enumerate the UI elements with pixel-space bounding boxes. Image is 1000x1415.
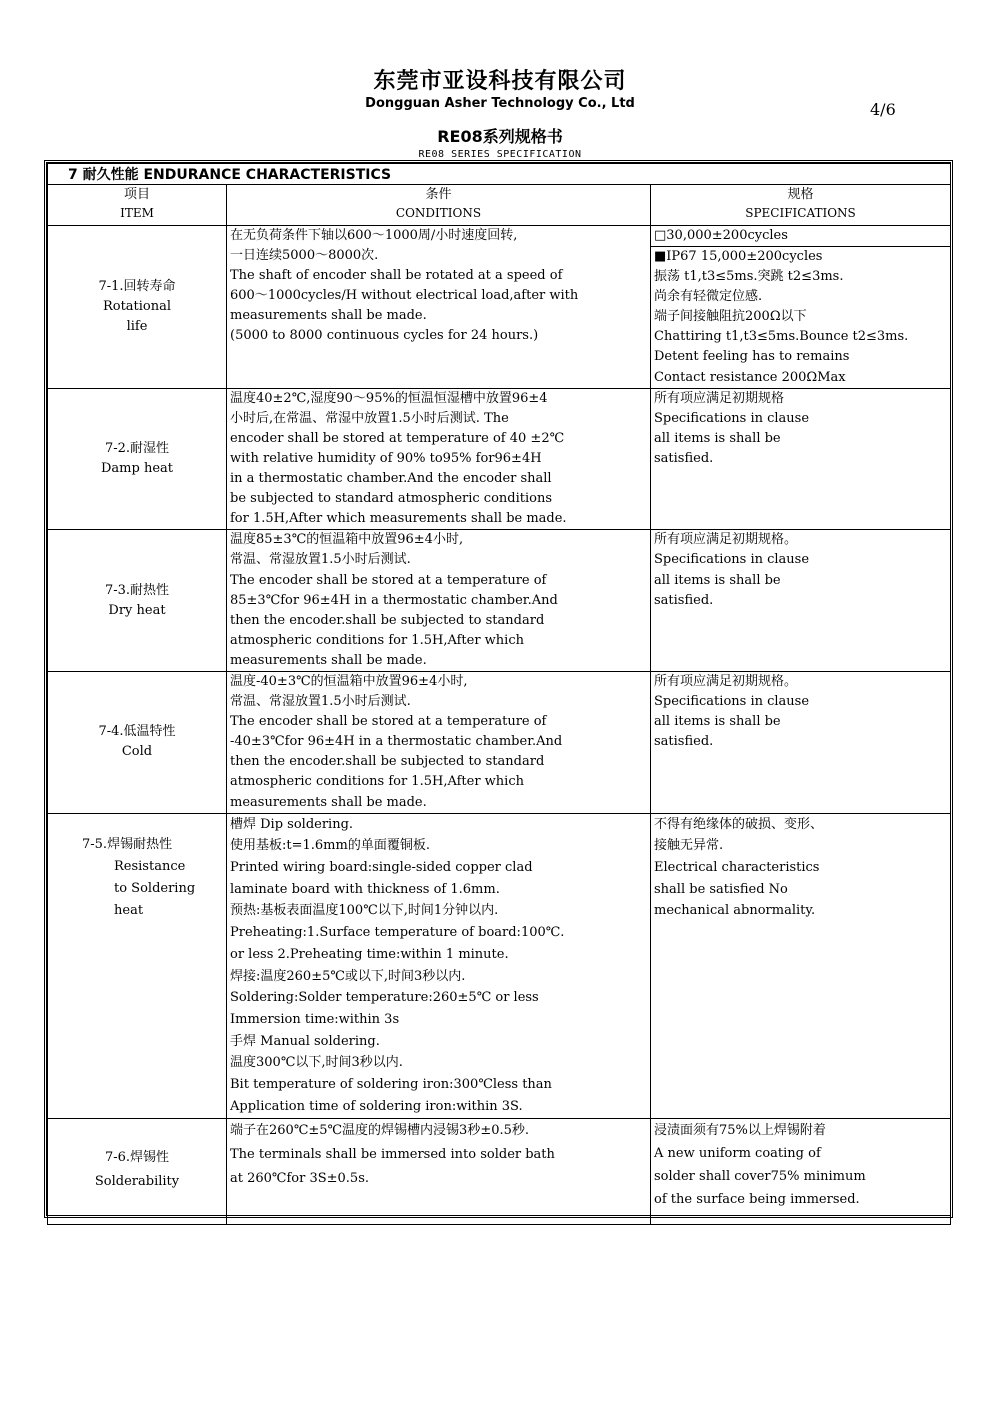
conditions-cell: 在无负荷条件下轴以600～1000周/小时速度回转, 一日连续5000～8000次. The shaft of encoder shall be rotated at a speed of 600～1000cycles/H without electrical load,after with measurements shall be made. (5000 to 8000 continuous cycles for 24 hours.): [227, 226, 651, 389]
conditions-cell: 温度-40±3℃的恒温箱中放置96±4小时, 常温、常湿放置1.5小时后测试. The encoder shall be stored at a temperature of -40±3℃for 96±4H in a thermostatic chamber.And then the encoder.shall be subjected to standard atmospheric conditions for 1.5H,After which measurements shall be made.: [227, 671, 651, 813]
specifications-cell: 不得有绝缘体的破损、变形、 接触无异常. Electrical characteristics shall be satisfied No mechanical abnormality.: [651, 813, 951, 1118]
column-header-conditions: 条件 CONDITIONS: [227, 185, 651, 226]
specifications-cell: 浸渍面须有75%以上焊锡附着 A new uniform coating of solder shall cover75% minimum of the surface being immersed.: [651, 1118, 951, 1224]
conditions-cell: 温度40±2℃,湿度90～95%的恒温恒湿槽中放置96±4 小时后,在常温、常湿中放置1.5小时后测试. The encoder shall be stored at temperature of 40 ±2℃ with relative humidity of 90% to95% for96±4H in a thermostatic chamber.And the encoder shall be subjected to standard atmospheric conditions for 1.5H,After which measurements shall be made.: [227, 388, 651, 530]
company-name-en: Dongguan Asher Technology Co., Ltd: [365, 96, 635, 111]
specifications-cell: 所有项应满足初期规格。 Specifications in clause all items is shall be satisfied.: [651, 530, 951, 672]
section-heading: 7 耐久性能 ENDURANCE CHARACTERISTICS: [48, 164, 951, 185]
conditions-cell: 温度85±3℃的恒温箱中放置96±4小时, 常温、常湿放置1.5小时后测试. The encoder shall be stored at a temperature of 85±3℃for 96±4H in a thermostatic chamber.And then the encoder.shall be subjected to standard atmospheric conditions for 1.5H,After which measurements shall be made.: [227, 530, 651, 672]
item-cell: 7-4.低温特性 Cold: [48, 671, 227, 813]
column-header-specifications: 规格 SPECIFICATIONS: [651, 185, 951, 226]
document-subtitle: RE08 SERIES SPECIFICATION: [418, 149, 582, 160]
table-row: [48, 671, 951, 813]
table-header-row: [48, 185, 951, 226]
endurance-table: [44, 160, 953, 1218]
table-row: [48, 226, 951, 389]
column-header-item: 项目 ITEM: [48, 185, 227, 226]
specifications-cell: 所有项应满足初期规格 Specifications in clause all items is shall be satisfied.: [651, 388, 951, 530]
document-title: RE08系列规格书: [437, 127, 563, 146]
specifications-cell: 所有项应满足初期规格。 Specifications in clause all items is shall be satisfied.: [651, 671, 951, 813]
page-number: 4/6: [870, 100, 896, 119]
item-cell: 7-3.耐热性 Dry heat: [48, 530, 227, 672]
table-row: [48, 530, 951, 672]
item-cell: 7-5.焊锡耐热性 Resistance to Soldering heat: [48, 813, 227, 1118]
conditions-cell: 端子在260℃±5℃温度的焊锡槽内浸锡3秒±0.5秒. The terminals shall be immersed into solder bath at 260℃for 3S±0.5s.: [227, 1118, 651, 1224]
table-row: [48, 1118, 951, 1224]
item-cell: 7-6.焊锡性 Solderability: [48, 1118, 227, 1224]
item-cell: 7-2.耐湿性 Damp heat: [48, 388, 227, 530]
table-row: [48, 813, 951, 1118]
company-name-cn: 东莞市亚设科技有限公司: [373, 69, 627, 94]
table-row: [48, 388, 951, 530]
specifications-cell: □30,000±200cycles ■IP67 15,000±200cycles 振荡 t1,t3≤5ms.突跳 t2≤3ms. 尚余有轻微定位感. 端子间接触阻抗200Ω以下 Chattiring t1,t3≤5ms.Bounce t2≤3ms. Detent feeling has to remains Contact resistance 200ΩMax: [651, 226, 951, 389]
item-cell: 7-1.回转寿命 Rotational life: [48, 226, 227, 389]
conditions-cell: 槽焊 Dip soldering. 使用基板:t=1.6mm的单面覆铜板. Printed wiring board:single-sided copper clad laminate board with thickness of 1.6mm. 预热:基板表面温度100℃以下,时间1分钟以内. Preheating:1.Surface temperature of board:100℃. or less 2.Preheating time:within 1 minute. 焊接:温度260±5℃或以下,时间3秒以内. Soldering:Solder temperature:260±5℃ or less Immersion time:within 3s 手焊 Manual soldering. 温度300℃以下,时间3秒以内. Bit temperature of soldering iron:300℃less than Application time of soldering iron:within 3S.: [227, 813, 651, 1118]
